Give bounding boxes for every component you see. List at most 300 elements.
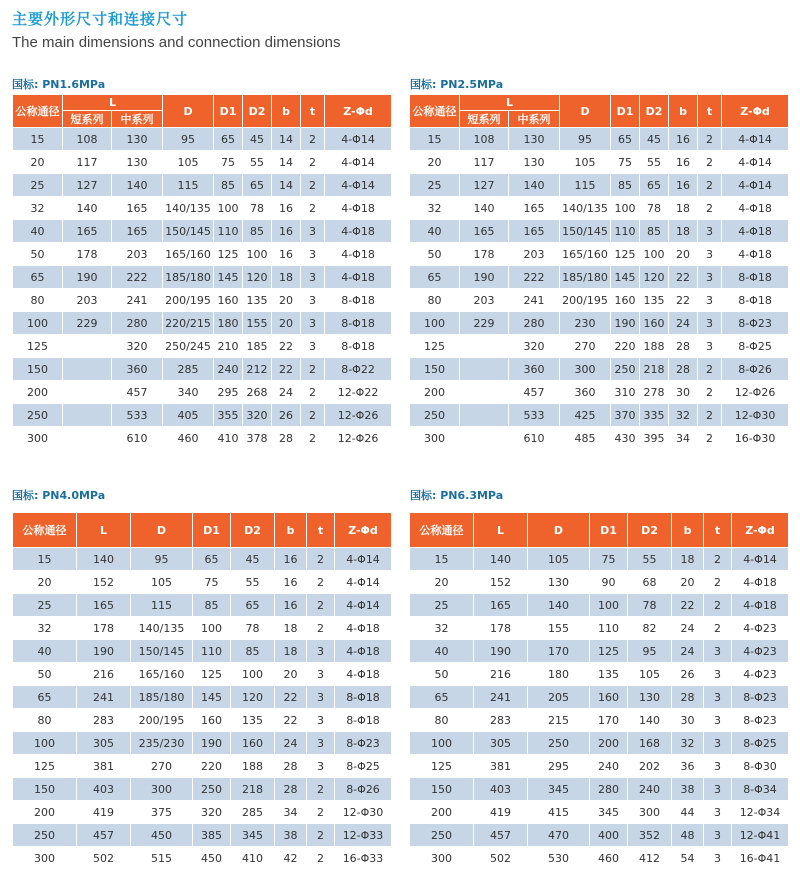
table-cell: 22 (272, 335, 301, 358)
header-D: D (560, 95, 611, 128)
table-cell: 15 (410, 548, 474, 571)
table-cell: 2 (301, 381, 325, 404)
table-cell: 65 (13, 686, 77, 709)
table-cell: 115 (560, 174, 611, 197)
table-cell: 295 (528, 755, 590, 778)
table-cell: 250 (528, 732, 590, 755)
table-cell: 120 (640, 266, 669, 289)
table-cell: 250/245 (163, 335, 214, 358)
table-cell: 4-Φ14 (335, 548, 392, 571)
table-cell: 100 (13, 732, 77, 755)
table-cell: 241 (77, 686, 131, 709)
table-row (13, 335, 392, 358)
table-cell: 165 (63, 220, 112, 243)
table-cell: 165 (112, 220, 163, 243)
table-cell: 460 (163, 427, 214, 450)
header-t: t (307, 513, 335, 548)
table-cell: 117 (460, 151, 509, 174)
table-cell: 8-Φ23 (732, 686, 789, 709)
table-cell: 85 (193, 594, 231, 617)
table-cell: 165 (77, 594, 131, 617)
table-cell: 8-Φ18 (335, 709, 392, 732)
table-cell: 160 (193, 709, 231, 732)
table-cell: 100 (214, 197, 243, 220)
table-cell: 190 (611, 312, 640, 335)
table-cell: 360 (112, 358, 163, 381)
table-cell: 222 (112, 266, 163, 289)
header-D2: D2 (231, 513, 275, 548)
table-cell: 4-Φ14 (325, 128, 392, 151)
table-row (13, 778, 392, 801)
table-cell: 135 (640, 289, 669, 312)
table-row (13, 640, 392, 663)
table-cell: 150/145 (560, 220, 611, 243)
table-row (13, 732, 392, 755)
table-cell: 160 (590, 686, 628, 709)
table-cell: 178 (63, 243, 112, 266)
table-cell: 65 (640, 174, 669, 197)
table-cell: 165 (460, 220, 509, 243)
table-cell: 305 (77, 732, 131, 755)
table-cell: 155 (243, 312, 272, 335)
table-cell: 75 (590, 548, 628, 571)
table-cell: 502 (474, 847, 528, 870)
table-cell: 222 (509, 266, 560, 289)
table-cell: 14 (272, 174, 301, 197)
header-D: D (163, 95, 214, 128)
table-row (13, 174, 392, 197)
table-cell: 20 (275, 663, 307, 686)
table-cell: 280 (590, 778, 628, 801)
table-cell: 241 (509, 289, 560, 312)
table-cell: 190 (193, 732, 231, 755)
table-cell: 100 (410, 732, 474, 755)
table-cell: 457 (509, 381, 560, 404)
table-cell: 8-Φ23 (335, 732, 392, 755)
table-cell: 130 (509, 151, 560, 174)
table-cell: 4-Φ23 (732, 617, 789, 640)
table-cell: 75 (214, 151, 243, 174)
table-cell: 8-Φ18 (325, 312, 392, 335)
header-L: L (63, 95, 163, 111)
table-cell: 2 (301, 427, 325, 450)
table-cell: 20 (13, 571, 77, 594)
table-cell: 140 (528, 594, 590, 617)
table-row (13, 571, 392, 594)
table-cell: 50 (410, 243, 460, 266)
table-cell: 85 (640, 220, 669, 243)
table-cell: 95 (560, 128, 611, 151)
dimension-table-pn63 (409, 512, 789, 870)
header-L: L (460, 95, 560, 111)
table-cell: 178 (460, 243, 509, 266)
table-cell: 283 (474, 709, 528, 732)
table-cell: 370 (611, 404, 640, 427)
table-cell: 450 (131, 824, 193, 847)
table-cell: 135 (243, 289, 272, 312)
table-cell: 2 (698, 128, 722, 151)
table-cell: 12-Φ30 (335, 801, 392, 824)
table-cell: 2 (698, 174, 722, 197)
table-cell (63, 335, 112, 358)
header-D2: D2 (640, 95, 669, 128)
table-cell: 8-Φ25 (732, 732, 789, 755)
table-row (13, 617, 392, 640)
table-cell: 403 (77, 778, 131, 801)
table-cell: 610 (509, 427, 560, 450)
header-b: b (669, 95, 698, 128)
table-cell: 3 (704, 847, 732, 870)
table-cell: 165/160 (163, 243, 214, 266)
table-cell: 300 (410, 847, 474, 870)
table-cell: 3 (307, 732, 335, 755)
table-row (410, 640, 789, 663)
table-cell: 80 (410, 709, 474, 732)
table-cell: 2 (307, 847, 335, 870)
header-t: t (704, 513, 732, 548)
table-cell: 127 (460, 174, 509, 197)
table-cell: 48 (672, 824, 704, 847)
table-cell: 85 (214, 174, 243, 197)
table-cell: 78 (628, 594, 672, 617)
table-cell: 135 (590, 663, 628, 686)
table-cell: 55 (628, 548, 672, 571)
table-cell: 30 (672, 709, 704, 732)
table-row (410, 686, 789, 709)
table-cell: 185 (243, 335, 272, 358)
table-cell: 3 (698, 312, 722, 335)
header-short-series: 短系列 (460, 111, 509, 128)
header-bolt-holes: Z-Φd (722, 95, 789, 128)
table-cell: 515 (131, 847, 193, 870)
table-row (13, 755, 392, 778)
table-cell: 22 (272, 358, 301, 381)
header-D2: D2 (628, 513, 672, 548)
table-cell: 4-Φ18 (732, 594, 789, 617)
table-cell: 8-Φ30 (732, 755, 789, 778)
table-cell: 45 (231, 548, 275, 571)
table-cell: 190 (474, 640, 528, 663)
table-row (13, 801, 392, 824)
dimension-table-pn40 (12, 512, 392, 870)
table-row (13, 548, 392, 571)
table-cell: 160 (214, 289, 243, 312)
table-cell: 24 (275, 732, 307, 755)
table-cell: 8-Φ26 (335, 778, 392, 801)
table-cell: 45 (640, 128, 669, 151)
table-cell: 55 (243, 151, 272, 174)
table-row (410, 220, 789, 243)
header-nominal-diameter: 公称通径 (13, 95, 63, 128)
table-cell: 28 (275, 755, 307, 778)
table-cell: 215 (528, 709, 590, 732)
table-cell: 125 (13, 335, 63, 358)
table-row (410, 312, 789, 335)
header-D1: D1 (611, 95, 640, 128)
table-cell: 65 (243, 174, 272, 197)
table-cell: 310 (611, 381, 640, 404)
table-cell: 140/135 (131, 617, 193, 640)
table-cell: 16 (275, 548, 307, 571)
table-cell: 155 (528, 617, 590, 640)
header-mid-series: 中系列 (509, 111, 560, 128)
table-cell: 220/215 (163, 312, 214, 335)
table-cell: 110 (590, 617, 628, 640)
table-cell: 203 (460, 289, 509, 312)
table-cell: 100 (410, 312, 460, 335)
header-L: L (77, 513, 131, 548)
table-cell: 16 (275, 594, 307, 617)
table-row (410, 335, 789, 358)
table-cell: 12-Φ26 (325, 427, 392, 450)
table-cell: 285 (163, 358, 214, 381)
table-cell: 24 (672, 640, 704, 663)
table-cell: 26 (272, 404, 301, 427)
table-cell: 412 (628, 847, 672, 870)
table-cell: 8-Φ18 (722, 289, 789, 312)
table-cell: 82 (628, 617, 672, 640)
table-cell: 24 (669, 312, 698, 335)
table-cell: 250 (193, 778, 231, 801)
table-cell: 100 (243, 243, 272, 266)
table-cell: 4-Φ18 (722, 197, 789, 220)
table-cell: 3 (704, 686, 732, 709)
table-cell: 460 (590, 847, 628, 870)
table-cell: 190 (77, 640, 131, 663)
table-cell: 340 (163, 381, 214, 404)
table-cell: 3 (698, 243, 722, 266)
table-cell: 16 (272, 197, 301, 220)
table-cell: 216 (474, 663, 528, 686)
table-cell: 110 (193, 640, 231, 663)
table-row (410, 594, 789, 617)
table-cell: 4-Φ18 (325, 266, 392, 289)
table-cell: 410 (231, 847, 275, 870)
table-cell: 22 (672, 594, 704, 617)
header-nominal-diameter: 公称通径 (410, 513, 474, 548)
table-cell: 65 (214, 128, 243, 151)
table-row (410, 617, 789, 640)
table-cell: 26 (672, 663, 704, 686)
table-cell: 16-Φ41 (732, 847, 789, 870)
table-cell: 4-Φ14 (722, 151, 789, 174)
table-row (410, 755, 789, 778)
table-row (410, 548, 789, 571)
table-cell: 355 (214, 404, 243, 427)
table-cell: 22 (275, 709, 307, 732)
table-cell: 108 (63, 128, 112, 151)
table-cell: 165 (474, 594, 528, 617)
table-row (410, 381, 789, 404)
table-cell: 3 (704, 663, 732, 686)
table-cell: 216 (77, 663, 131, 686)
table-cell: 65 (410, 686, 474, 709)
table-cell: 4-Φ14 (325, 151, 392, 174)
table-cell: 3 (301, 312, 325, 335)
table-cell: 130 (112, 151, 163, 174)
table-cell: 4-Φ14 (722, 174, 789, 197)
table-cell: 28 (672, 686, 704, 709)
table-cell: 4-Φ18 (732, 571, 789, 594)
table-cell: 105 (560, 151, 611, 174)
table-cell: 268 (243, 381, 272, 404)
table-cell: 395 (640, 427, 669, 450)
table-cell: 2 (698, 151, 722, 174)
table-cell: 125 (410, 755, 474, 778)
table-cell: 16-Φ33 (335, 847, 392, 870)
table-cell: 250 (13, 404, 63, 427)
table-cell: 229 (460, 312, 509, 335)
table-cell: 34 (669, 427, 698, 450)
table-cell: 220 (193, 755, 231, 778)
table-cell: 135 (231, 709, 275, 732)
table-cell: 2 (698, 427, 722, 450)
table-cell: 185/180 (131, 686, 193, 709)
table-cell (460, 335, 509, 358)
table-cell: 345 (590, 801, 628, 824)
table-cell: 22 (669, 266, 698, 289)
table-cell: 170 (590, 709, 628, 732)
table-cell: 2 (307, 571, 335, 594)
table-cell: 2 (307, 824, 335, 847)
table-row (13, 128, 392, 151)
table-cell: 30 (669, 381, 698, 404)
table-cell: 8-Φ22 (325, 358, 392, 381)
table-cell: 300 (13, 427, 63, 450)
table-cell: 117 (63, 151, 112, 174)
table-cell: 283 (77, 709, 131, 732)
header-D2: D2 (243, 95, 272, 128)
table-cell: 200 (410, 801, 474, 824)
table-cell: 40 (13, 640, 77, 663)
table-cell: 120 (231, 686, 275, 709)
header-nominal-diameter: 公称通径 (410, 95, 460, 128)
table-cell: 203 (63, 289, 112, 312)
table-cell: 165 (112, 197, 163, 220)
table-cell: 345 (528, 778, 590, 801)
table-cell: 190 (63, 266, 112, 289)
table-cell: 450 (193, 847, 231, 870)
table-cell: 485 (560, 427, 611, 450)
table-row (410, 663, 789, 686)
table-cell: 305 (474, 732, 528, 755)
table-cell: 3 (307, 709, 335, 732)
header-bolt-holes: Z-Φd (325, 95, 392, 128)
table-row (13, 289, 392, 312)
table-label-pn25: 国标: PN2.5MPa (410, 78, 504, 91)
table-cell: 8-Φ23 (722, 312, 789, 335)
table-cell: 22 (275, 686, 307, 709)
table-cell: 108 (460, 128, 509, 151)
table-cell: 4-Φ18 (722, 220, 789, 243)
table-cell: 145 (214, 266, 243, 289)
table-cell: 4-Φ18 (325, 220, 392, 243)
table-cell: 502 (77, 847, 131, 870)
table-cell: 68 (628, 571, 672, 594)
table-cell: 105 (131, 571, 193, 594)
table-cell: 85 (231, 640, 275, 663)
table-cell: 2 (307, 778, 335, 801)
table-label-pn63: 国标: PN6.3MPa (410, 489, 504, 502)
table-cell: 2 (698, 381, 722, 404)
table-cell: 285 (231, 801, 275, 824)
table-cell: 140 (628, 709, 672, 732)
table-cell: 18 (272, 266, 301, 289)
table-cell: 14 (272, 128, 301, 151)
table-cell: 419 (77, 801, 131, 824)
table-row (13, 312, 392, 335)
table-cell: 4-Φ18 (335, 640, 392, 663)
table-cell: 100 (590, 594, 628, 617)
table-cell: 18 (275, 617, 307, 640)
table-cell: 24 (272, 381, 301, 404)
table-cell: 85 (243, 220, 272, 243)
table-cell: 8-Φ25 (722, 335, 789, 358)
table-cell: 32 (672, 732, 704, 755)
table-row (410, 427, 789, 450)
table-cell: 125 (214, 243, 243, 266)
table-cell: 130 (509, 128, 560, 151)
table-cell: 78 (243, 197, 272, 220)
table-cell: 18 (275, 640, 307, 663)
table-cell: 200 (13, 381, 63, 404)
table-cell: 20 (672, 571, 704, 594)
dimension-table-pn25 (409, 94, 789, 450)
table-row (410, 571, 789, 594)
table-cell: 241 (112, 289, 163, 312)
table-row (410, 732, 789, 755)
table-cell: 280 (112, 312, 163, 335)
table-cell: 300 (131, 778, 193, 801)
table-cell: 170 (528, 640, 590, 663)
table-cell: 152 (474, 571, 528, 594)
table-cell (63, 404, 112, 427)
table-row (13, 381, 392, 404)
table-cell: 218 (231, 778, 275, 801)
table-cell: 280 (509, 312, 560, 335)
table-cell: 125 (193, 663, 231, 686)
table-cell: 150 (13, 358, 63, 381)
table-cell: 190 (460, 266, 509, 289)
table-row (410, 174, 789, 197)
table-cell: 150 (410, 778, 474, 801)
table-row (410, 709, 789, 732)
header-L: L (474, 513, 528, 548)
table-cell: 125 (611, 243, 640, 266)
table-cell: 320 (243, 404, 272, 427)
table-cell: 140 (509, 174, 560, 197)
table-cell: 185/180 (560, 266, 611, 289)
table-cell: 105 (528, 548, 590, 571)
table-cell: 381 (77, 755, 131, 778)
table-cell: 100 (640, 243, 669, 266)
table-cell: 18 (669, 220, 698, 243)
table-cell: 2 (301, 174, 325, 197)
table-cell: 4-Φ14 (335, 571, 392, 594)
table-cell: 2 (307, 801, 335, 824)
table-cell: 4-Φ14 (335, 594, 392, 617)
table-cell: 2 (301, 197, 325, 220)
header-b: b (275, 513, 307, 548)
table-cell: 4-Φ23 (732, 663, 789, 686)
table-cell: 32 (410, 617, 474, 640)
table-cell: 4-Φ18 (325, 243, 392, 266)
table-cell: 32 (13, 617, 77, 640)
table-cell: 2 (301, 151, 325, 174)
table-cell: 3 (704, 732, 732, 755)
table-cell: 3 (301, 266, 325, 289)
table-cell: 100 (193, 617, 231, 640)
